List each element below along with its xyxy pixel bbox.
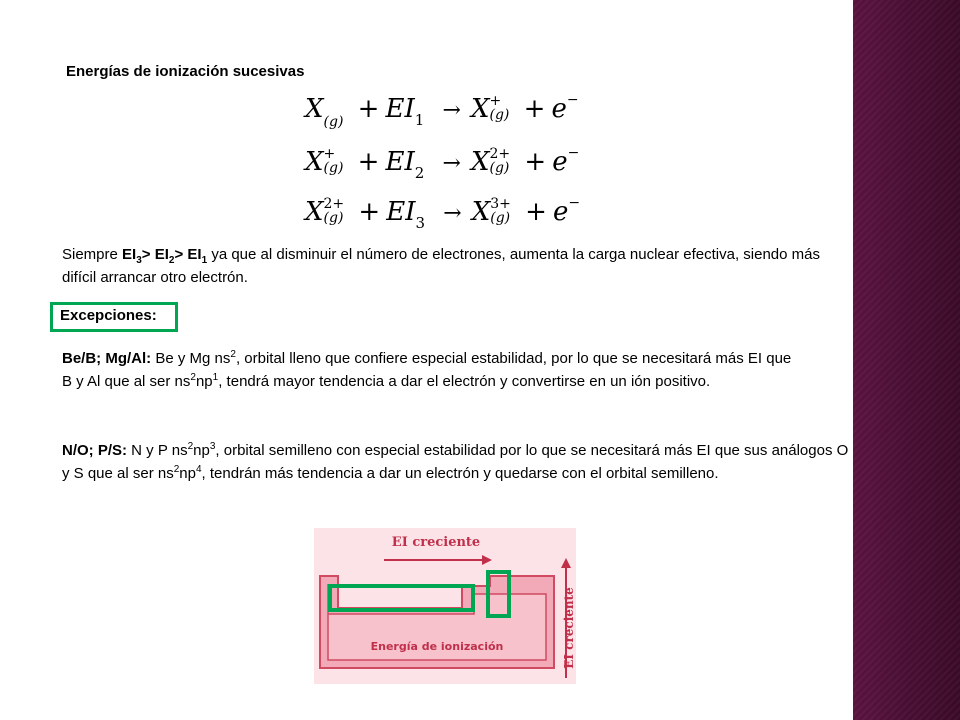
exceptions-label: Excepciones: <box>60 307 157 324</box>
exception-n-o-p-s: N/O; P/S: N y P $ns^2np^3$, orbital semilleno con especial estabilidad por lo que se necesitará más EI que sus análogos O y S que al ser $ns^2np^4$, tendrán más tendencia a dar un electrón y quedarse con el orbital semilleno. <box>62 441 849 482</box>
equation-1: $X_{(g)} + EI_1 \to X$ + (g) + e− <box>305 92 579 130</box>
exception-be-b-mg-al: Be/B; Mg/Al: Be y Mg $ns^2$, orbital lleno que confiere especial estabilidad, por lo que se necesitará más EI que B y Al que al ser $ns^2np^1$, tendrá mayor tendencia a dar el electrón y convertirse en un ión positivo. <box>62 349 792 390</box>
center-label: Energía de ionización <box>370 640 504 653</box>
highlight-group-15 <box>486 570 511 618</box>
side-trend-label: EI creciente <box>562 587 576 669</box>
top-trend-label: EI creciente <box>391 535 481 550</box>
decorative-sidebar <box>853 0 960 720</box>
equation-3: X 2+ (g) + $EI_3 \to X$ 3+ (g) + e− <box>305 195 581 232</box>
slide-title: Energías de ionización sucesivas <box>66 63 305 80</box>
ionization-trend-figure <box>314 528 576 684</box>
ionization-statement: Siempre $EI_3> EI_2> EI_1$ ya que al disminuir el número de electrones, aumenta la carga nuclear efectiva, siendo más difícil arrancar otro electrón. <box>62 246 820 286</box>
equation-2: X + (g) + $EI_2 \to X$ 2+ (g) + e− <box>305 145 580 182</box>
highlight-group-2-13 <box>328 584 475 612</box>
